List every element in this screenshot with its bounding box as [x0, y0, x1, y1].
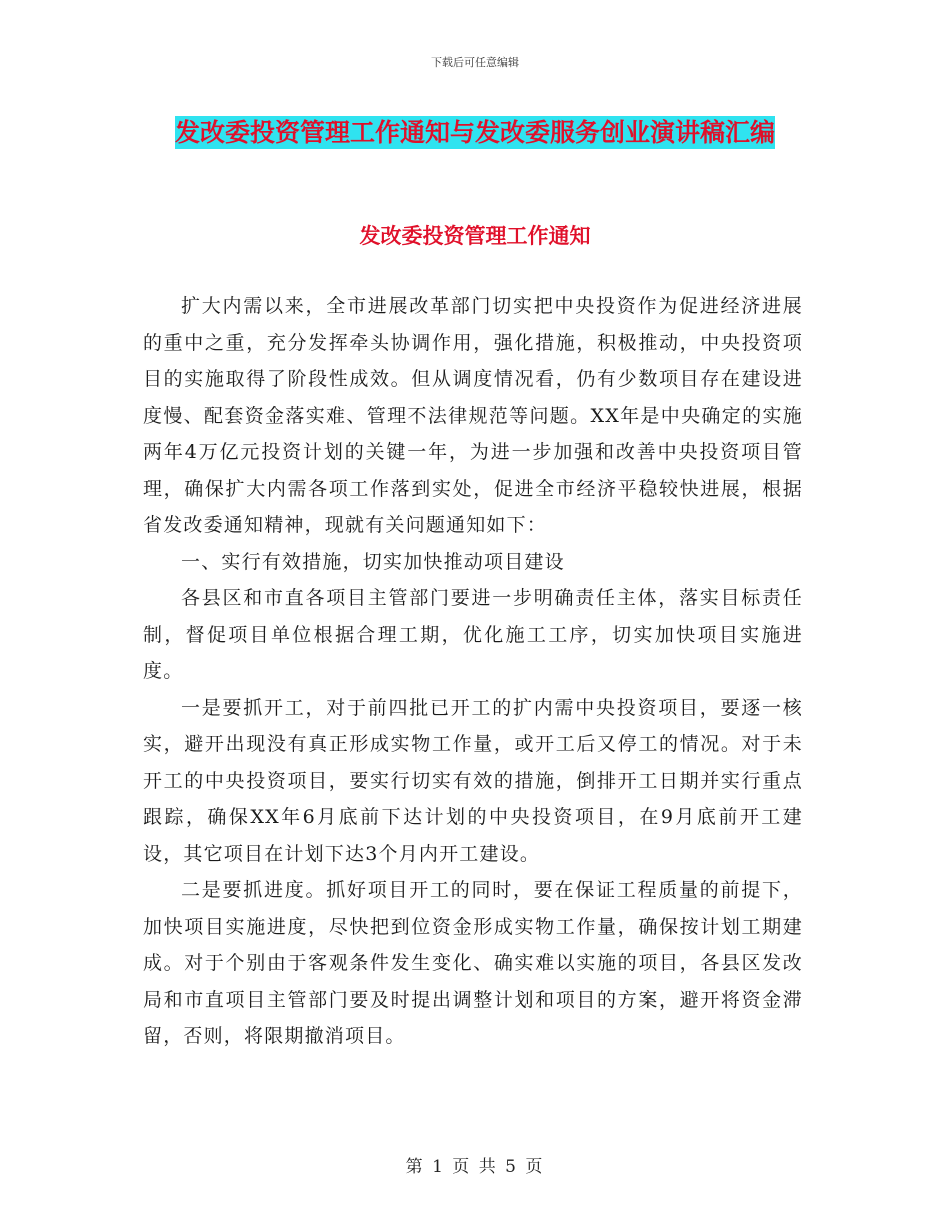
document-title	[142, 110, 808, 155]
document-title-text: 发改委投资管理工作通知与发改委服务创业演讲稿汇编	[174, 118, 775, 147]
page-number: 第 1 页 共 5 页	[405, 1157, 545, 1177]
paragraph-intro: 扩大内需以来，全市进展改革部门切实把中央投资作为促进经济进展的重中之重，充分发挥牵头协调作用，强化措施，积极推动，中央投资项目的实施取得了阶段性成效。但从调度情况看，仍有少数项目存在建设进度慢、配套资金落实难、管理不法律规范等问题。XX年是中央确定的实施两年4万亿元投资计划的关键一年，为进一步加强和改善中央投资项目管理，确保扩大内需各项工作落到实处，促进全市经济平稳较快进展，根据省发改委通知精神，现就有关问题通知如下：	[143, 295, 803, 536]
paragraph-progress: 二是要抓进度。抓好项目开工的同时，要在保证工程质量的前提下，加快项目实施进度，尽快把到位资金形成实物工作量，确保按计划工期建成。对于个别由于客观条件发生变化、确实难以实施的项目，各县区发改局和市直项目主管部门要及时提出调整计划和项目的方案，避开将资金滞留，否则，将限期撤消项目。	[143, 879, 803, 1047]
paragraph-responsibility: 各县区和市直各项目主管部门要进一步明确责任主体，落实目标责任制，督促项目单位根据合理工期，优化施工工序，切实加快项目实施进度。	[143, 587, 803, 682]
paragraph-heading-1: 一、实行有效措施，切实加快推动项目建设	[181, 550, 565, 573]
page-header-note: 下载后可任意编辑	[431, 56, 519, 69]
paragraph-start-work: 一是要抓开工，对于前四批已开工的扩内需中央投资项目，要逐一核实，避开出现没有真正形成实物工作量，或开工后又停工的情况。对于未开工的中央投资项目，要实行切实有效的措施，倒排开工日期并实行重点跟踪，确保XX年6月底前下达计划的中央投资项目，在9月底前开工建设，其它项目在计划下达3个月内开工建设。	[143, 696, 803, 865]
section-title: 发改委投资管理工作通知	[359, 224, 591, 248]
document-body	[143, 288, 803, 1055]
